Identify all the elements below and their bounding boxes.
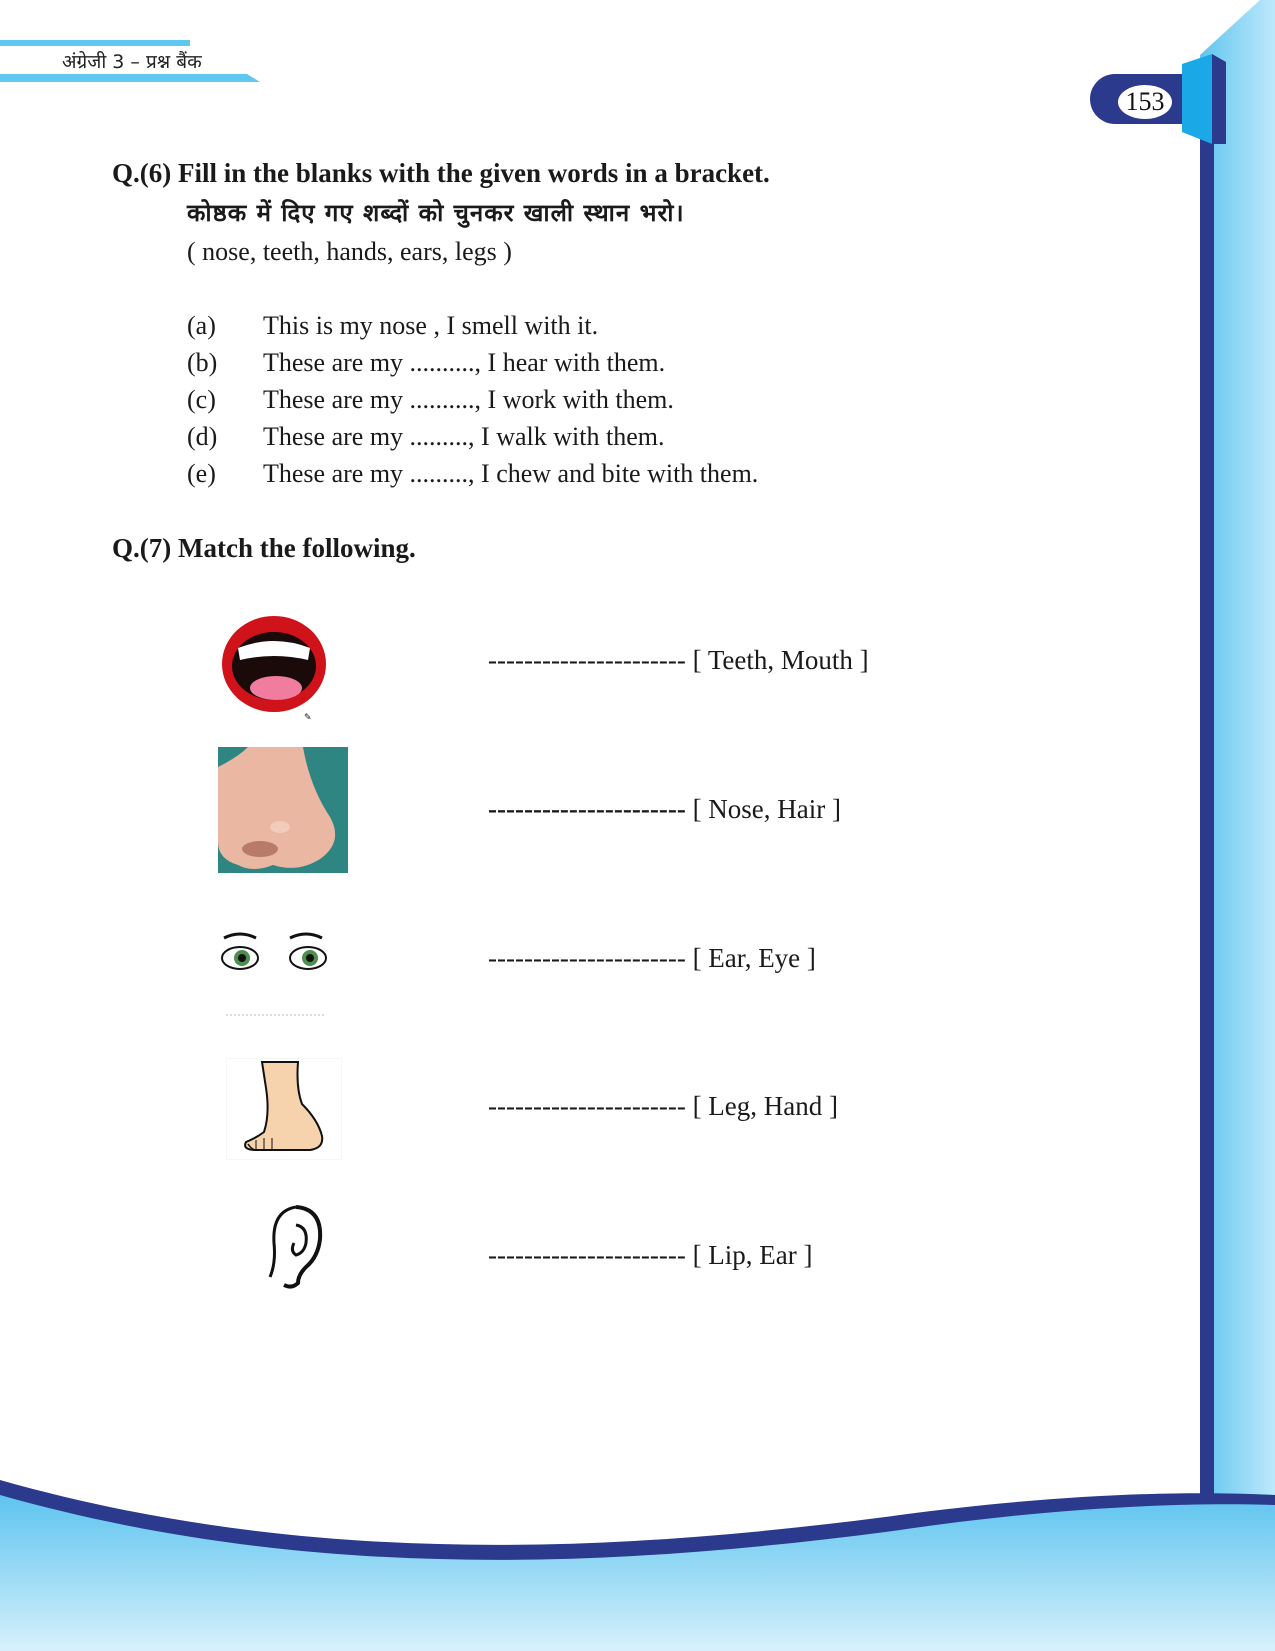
match-options: [ Teeth, Mouth ]: [692, 645, 869, 675]
item-text: These are my .........., I work with them.: [263, 385, 674, 414]
item-label: (a): [187, 311, 216, 340]
eyes-icon: [218, 930, 338, 1020]
item-label: (c): [187, 385, 216, 414]
svg-text:✎: ✎: [304, 713, 312, 723]
answer-blank[interactable]: ----------------------: [488, 943, 686, 973]
q6-hindi-instruction: कोष्ठक में दिए गए शब्दों को चुनकर खाली स्थान भरो।: [187, 199, 685, 227]
match-options: [ Lip, Ear ]: [692, 1240, 813, 1270]
header-strip: [0, 40, 190, 46]
item-text: These are my .........., I hear with them.: [263, 348, 666, 377]
item-label: (d): [187, 422, 218, 451]
right-side-bar: [1200, 60, 1214, 1520]
ear-icon: [266, 1203, 326, 1289]
header-title: अंग्रेजी 3 – प्रश्न बैंक: [62, 51, 202, 73]
item-label: (e): [187, 459, 216, 488]
match-row-1: [488, 645, 869, 676]
match-row-3: [488, 943, 816, 974]
page-number: 153: [1118, 85, 1172, 119]
answer-blank[interactable]: ----------------------: [488, 794, 686, 824]
match-row-2: [488, 794, 841, 825]
item-text: These are my ........., I walk with them.: [263, 422, 665, 451]
header-underline: [0, 74, 260, 82]
match-row-5: [488, 1240, 813, 1271]
answer-blank[interactable]: ----------------------: [488, 1091, 686, 1121]
bookmark-ribbon: [1182, 54, 1226, 144]
q6-word-bank: ( nose, teeth, hands, ears, legs ): [187, 237, 512, 266]
match-row-4: [488, 1091, 838, 1122]
q7-title: Q.(7) Match the following.: [112, 533, 416, 563]
bottom-wave: [0, 1460, 1275, 1651]
answer-blank[interactable]: ----------------------: [488, 645, 686, 675]
nose-icon: [218, 747, 348, 873]
match-options: [ Ear, Eye ]: [692, 943, 816, 973]
mouth-icon: [218, 608, 338, 728]
item-label: (b): [187, 348, 218, 377]
q6-title: Q.(6) Fill in the blanks with the given words in a bracket.: [112, 158, 770, 188]
foot-icon: [226, 1058, 342, 1160]
match-options: [ Leg, Hand ]: [692, 1091, 839, 1121]
item-text: This is my nose , I smell with it.: [263, 311, 599, 340]
match-options: [ Nose, Hair ]: [692, 794, 842, 824]
answer-blank[interactable]: ----------------------: [488, 1240, 686, 1270]
item-text: These are my ........., I chew and bite with them.: [263, 459, 759, 488]
